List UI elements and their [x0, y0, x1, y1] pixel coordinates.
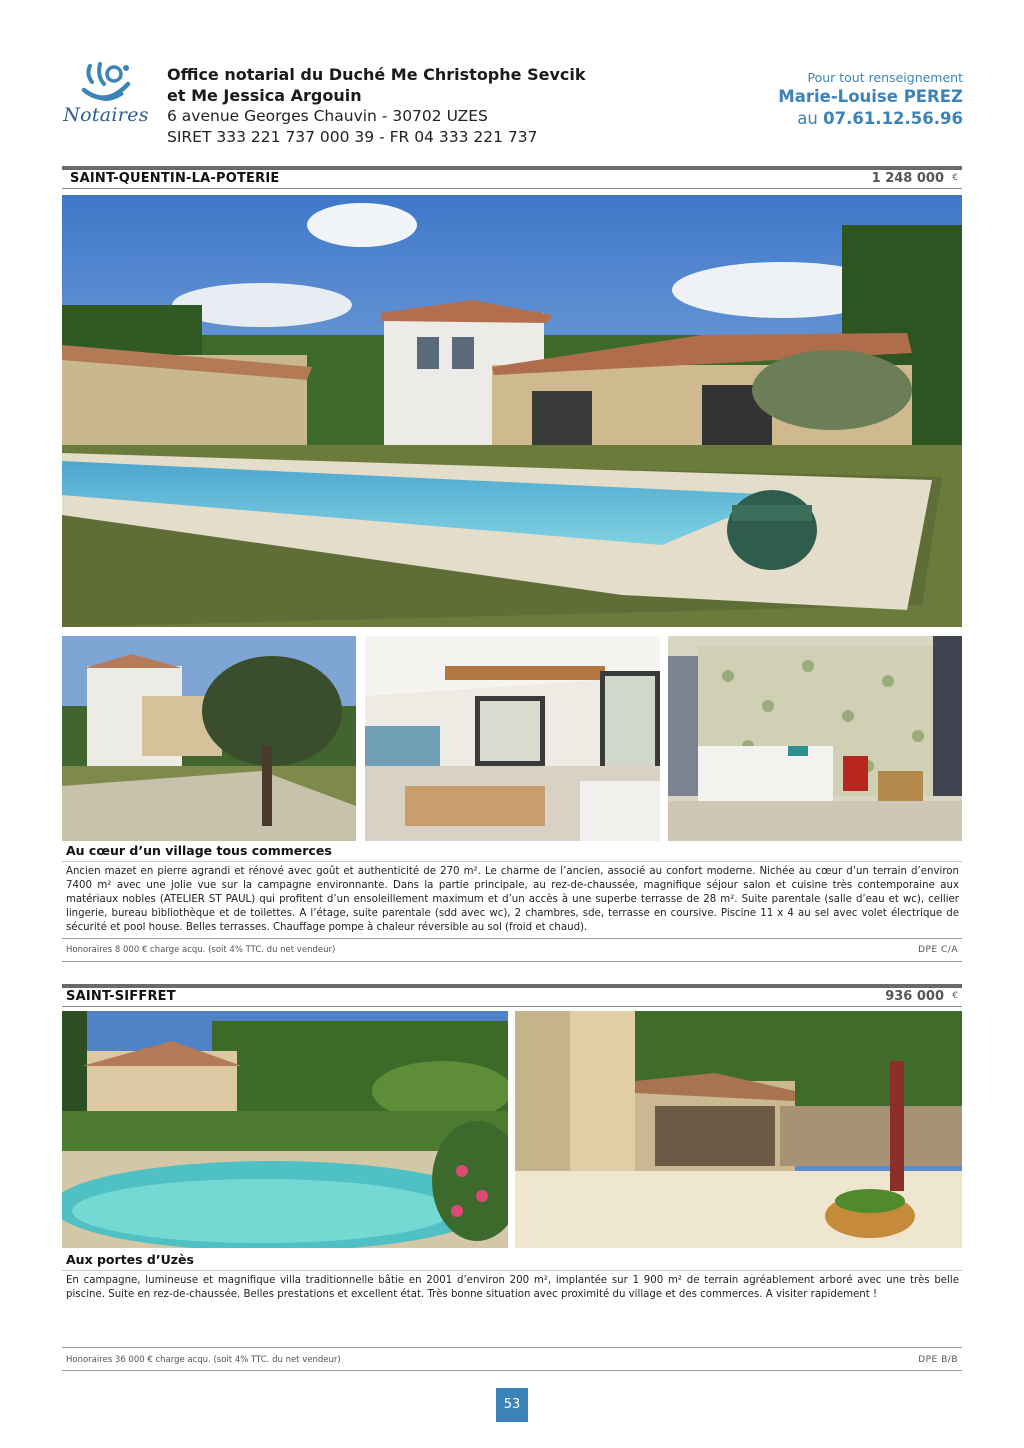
listing-description: En campagne, lumineuse et magnifique villa traditionnelle bâtie en 2001 d’environ 200 m², implantée sur 1 900 m² de terrain agréablement arboré avec une très belle piscine. Suite en rez-de-chaussée. Belles prestations et excellent état. Très bonne situation avec proximité du village et des commerces. A visiter rapidement !: [66, 1275, 959, 1300]
listing-currency: €: [952, 991, 958, 1001]
listing-town: SAINT-SIFFRET: [66, 989, 176, 1004]
photo-villa-pool: [62, 1011, 508, 1248]
office-siret: SIRET 333 221 737 000 39 - FR 04 333 221 737: [167, 128, 538, 146]
photo-garden-terrace: [62, 636, 356, 841]
divider: [62, 961, 962, 962]
contact-phone-line: [778, 108, 963, 130]
divider: [62, 1270, 962, 1271]
photo-bedroom: [668, 636, 962, 841]
notaires-logo: [58, 58, 154, 134]
listing-subtitle: Au cœur d’un village tous commerces: [66, 843, 332, 858]
listing-header-2: [62, 984, 962, 1007]
listing-description: Ancien mazet en pierre agrandi et rénové avec goût et authenticité de 270 m². Le charme de l’ancien, associé au confort moderne. Nichée au cœur d’un terrain d’environ 7400 m² avec une jolie vue sur la campagne environnante. Dans la partie principale, au rez-de-chaussée, magnifique séjour salon et cuisine très contemporaine aux matériaux nobles (ATELIER ST PAUL) qui profitent d’un ensoleillement maximum et d’un accès à une superbe terrasse de 28 m². Suite parentale (salle d’eau et wc), cellier lingerie, bureau bibliothèque et de toilettes. A l’étage, suite parentale (sdd avec wc), 2 chambres, sde, terrasse en coursive. Piscine 11 x 4 au sel avec volet électrique de sécurité et pool house. Belles terrasses. Chauffage pompe à chaleur réversible au sol (froid et chaud).: [66, 866, 959, 933]
contact-intro: Pour tout renseignement: [807, 70, 963, 85]
listing-dpe: DPE B/B: [918, 1355, 958, 1365]
office-address: 6 avenue Georges Chauvin - 30702 UZES: [167, 107, 488, 125]
contact-block: [778, 69, 963, 130]
office-name-line2: et Me Jessica Argouin: [167, 86, 362, 105]
listing-price: 1 248 000: [871, 171, 944, 186]
listing-fees: Honoraires 8 000 € charge acqu. (soit 4% TTC. du net vendeur): [66, 945, 336, 955]
photo-summer-kitchen: [515, 1011, 962, 1248]
divider: [62, 861, 962, 862]
page-number: 53: [496, 1388, 528, 1422]
main-photo-pool-house: [62, 195, 962, 627]
divider: [62, 938, 962, 939]
listing-dpe: DPE C/A: [918, 945, 958, 955]
listing-header-1: [62, 166, 962, 189]
contact-prefix: au: [797, 109, 818, 128]
notaires-emblem-icon: [76, 60, 136, 108]
office-name-line1: Office notarial du Duché Me Christophe Sevcik: [167, 65, 586, 84]
divider: [62, 1370, 962, 1371]
logo-text: Notaires: [63, 104, 149, 126]
contact-name: Marie-Louise PEREZ: [778, 87, 963, 106]
listing-subtitle: Aux portes d’Uzès: [66, 1252, 194, 1267]
listing-currency: €: [952, 173, 958, 183]
office-info: [167, 64, 727, 148]
listing-town: SAINT-QUENTIN-LA-POTERIE: [70, 171, 280, 186]
listing-fees: Honoraires 36 000 € charge acqu. (soit 4% TTC. du net vendeur): [66, 1355, 341, 1365]
divider: [62, 1347, 962, 1348]
photo-kitchen-living: [365, 636, 660, 841]
contact-phone[interactable]: 07.61.12.56.96: [823, 109, 963, 128]
listing-price: 936 000: [885, 989, 944, 1004]
